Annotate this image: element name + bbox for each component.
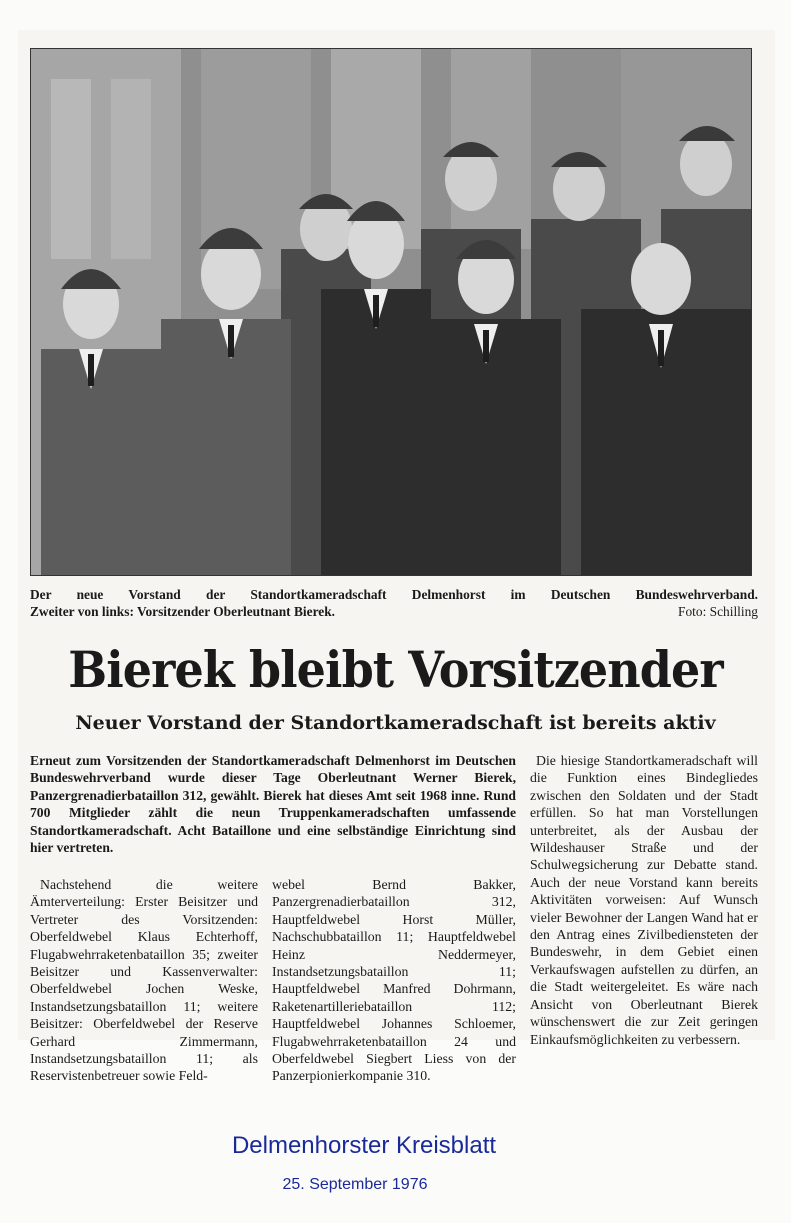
article-column-2: webel Bernd Bakker, Panzergrenadierbataillon 312, Hauptfeldwebel Horst Müller, Nachschubbataillon 11; Hauptfeldwebel Heinz Neddermeyer, Instandsetzungsbataillon 11; Hauptfeldwebel Manfred Dohrmann, Raketenartilleriebataillon 112; Hauptfeldwebel Johannes Schloemer, Flugabwehrraketenbataillon 24 und Oberfeldwebel Siegbert Liess von der Panzerpionierkompanie 310. [272, 877, 516, 1084]
article-column-3: Die hiesige Standortkameradschaft will die Funktion eines Bindegliedes zwischen den Soldaten und der Stadt erfüllen. So hat man Vorstellungen unterbreitet, als der Ausbau der Wildeshauser Straße und der Schulwegsicherung zur Debatte stand. Auch der neue Vorstand kann bereits Aktivitäten vorweisen: Auf Wunsch vieler Bewohner der Langen Wand hat er den Antrag eines Zivilbediensteten der Bundeswehr, in dem Gebiet einen Verkaufswagen aufstellen zu dürfen, an die Stadt weitergeleitet. Es wäre nach Ansicht von Oberleutnant Bierek wünschenswert die zur Zeit geringen Einkaufsmöglichkeiten zu verbessern. [530, 753, 758, 1047]
article-column-1: Nachstehend die weitere Ämterverteilung: Erster Beisitzer und Vertreter des Vorsitzenden: Oberfeldwebel Klaus Echterhoff, Flugabwehrraketenbataillon 35; zweiter Beisitzer und Kassenverwalter: Oberfeldwebel Jochen Weske, Instandsetzungsbataillon 11; weitere Beisitzer: Oberfeldwebel der Reserve Gerhard Zimmermann, Instandsetzungsbataillon 11; als Reservistenbetreuer sowie Feld- [30, 877, 258, 1084]
publication-date: 25. September 1976 [282, 1176, 428, 1193]
lead-paragraph: Erneut zum Vorsitzenden der Standortkameradschaft Delmenhorst im Deutschen Bundeswehrverband wurde dieser Tage Oberleutnant Werner Bierek, Panzergrenadierbataillon 312, gewählt. Bierek hat dieses Amt seit 1968 inne. Rund 700 Mitglieder zählt die neun Truppenkameradschaften umfassende Standortkameradschaft. Acht Bataillone und eine selbständige Einrichtung sind hier vertreten. [30, 753, 516, 856]
photo-caption [30, 586, 758, 620]
group-photo [30, 48, 752, 576]
group-photo-illustration [31, 49, 751, 575]
headline: Bierek bleibt Vorsitzender [68, 640, 723, 699]
newspaper-name: Delmenhorster Kreisblatt [231, 1132, 497, 1159]
caption-line-1: Der neue Vorstand der Standortkameradschaft Delmenhorst im Deutschen Bundeswehrverband. [30, 587, 758, 602]
subheadline: Neuer Vorstand der Standortkameradschaft ist bereits aktiv [75, 712, 716, 734]
caption-line-2 [30, 603, 758, 620]
caption-line-2-text: Zweiter von links: Vorsitzender Oberleutnant Bierek. [30, 604, 336, 619]
photo-credit: Foto: Schilling [678, 604, 758, 619]
